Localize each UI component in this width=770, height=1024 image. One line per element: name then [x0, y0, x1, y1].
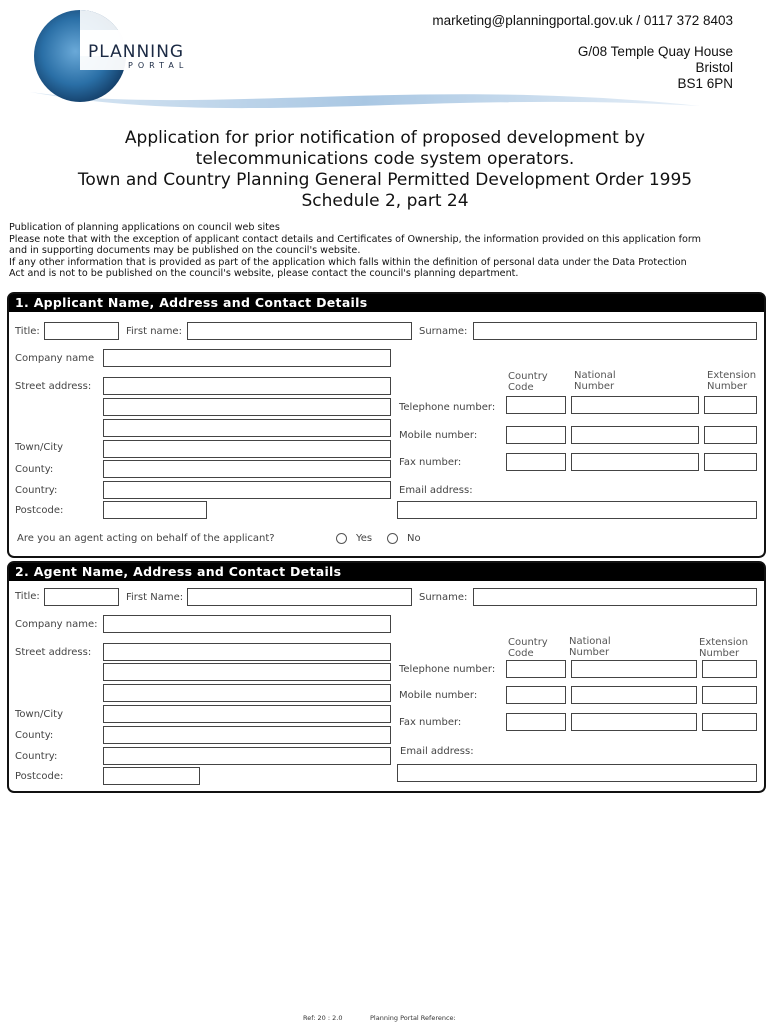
agent-fax-extension-input[interactable]: [702, 713, 757, 731]
logo-text-portal: PORTAL: [128, 61, 189, 70]
first-name-label: First name:: [126, 326, 182, 337]
country-code-header: Country Code: [508, 371, 548, 393]
agent-telephone-national-number-input[interactable]: [571, 660, 697, 678]
agent-fax-national-number-input[interactable]: [571, 713, 697, 731]
postcode-label: Postcode:: [15, 505, 64, 516]
applicant-section: [7, 292, 766, 558]
country-label: Country:: [15, 485, 58, 496]
agent-country-code-header: Country Code: [508, 637, 548, 659]
agent-mobile-label: Mobile number:: [399, 690, 478, 701]
agent-no-radio[interactable]: [387, 533, 398, 544]
swoosh-graphic: [30, 92, 700, 108]
agent-street-address-input-2[interactable]: [103, 663, 391, 681]
address-line-3: BS1 6PN: [677, 76, 733, 91]
town-city-label: Town/City: [15, 442, 64, 453]
agent-telephone-extension-input[interactable]: [702, 660, 757, 678]
notice-text-4: Act and is not to be published on the council's website, please contact the council's planning department.: [9, 268, 519, 280]
telephone-label: Telephone number:: [399, 402, 496, 413]
page-title-line-3: Town and Country Planning General Permitted Development Order 1995: [77, 170, 693, 190]
notice-text-1: Please note that with the exception of applicant contact details and Certificates of Ownership, the information provided on this application form: [9, 233, 702, 245]
surname-label: Surname:: [419, 326, 468, 337]
notice-text-3: If any other information that is provided as part of the application which falls within the definition of personal data under the Data Protection: [9, 256, 687, 268]
agent-telephone-label: Telephone number:: [399, 664, 496, 675]
agent-town-city-input[interactable]: [103, 705, 391, 723]
telephone-extension-input[interactable]: [704, 396, 757, 414]
agent-national-number-header: National Number: [569, 636, 611, 658]
logo-text-planning: PLANNING: [88, 42, 185, 62]
agent-postcode-input[interactable]: [103, 767, 200, 785]
street-address-input-3[interactable]: [103, 419, 391, 437]
agent-title-label: Title:: [15, 591, 40, 602]
agent-company-name-input[interactable]: [103, 615, 391, 633]
agent-street-address-input-1[interactable]: [103, 643, 391, 661]
agent-section-heading: 2. Agent Name, Address and Contact Details: [9, 563, 764, 581]
agent-fax-label: Fax number:: [399, 717, 462, 728]
page-title-line-4: Schedule 2, part 24: [301, 191, 469, 211]
street-address-label: Street address:: [15, 381, 92, 392]
agent-street-address-input-3[interactable]: [103, 684, 391, 702]
footer-portal-reference: Planning Portal Reference:: [370, 1014, 456, 1022]
telephone-country-code-input[interactable]: [506, 396, 566, 414]
page-title-line-1: Application for prior notification of proposed development by: [124, 128, 646, 148]
page-title-line-2: telecommunications code system operators.: [195, 149, 575, 169]
notice-text-2: and in supporting documents may be published on the council's website.: [9, 245, 361, 257]
fax-country-code-input[interactable]: [506, 453, 566, 471]
agent-surname-label: Surname:: [419, 592, 468, 603]
agent-extension-number-header: Extension Number: [699, 637, 749, 659]
agent-question: Are you an agent acting on behalf of the applicant?: [17, 533, 275, 544]
agent-no-label: No: [407, 533, 421, 544]
agent-title-input[interactable]: [44, 588, 119, 606]
telephone-national-number-input[interactable]: [571, 396, 699, 414]
title-input[interactable]: [44, 322, 119, 340]
agent-fax-country-code-input[interactable]: [506, 713, 566, 731]
applicant-section-heading: 1. Applicant Name, Address and Contact Details: [9, 294, 764, 312]
street-address-input-1[interactable]: [103, 377, 391, 395]
mobile-label: Mobile number:: [399, 430, 478, 441]
fax-extension-input[interactable]: [704, 453, 757, 471]
agent-country-label: Country:: [15, 751, 58, 762]
agent-first-name-label: First Name:: [126, 592, 184, 603]
street-address-input-2[interactable]: [103, 398, 391, 416]
national-number-header: National Number: [574, 370, 616, 392]
contact-line: marketing@planningportal.gov.uk / 0117 372 8403: [432, 13, 733, 28]
agent-company-name-label: Company name:: [15, 619, 98, 630]
email-input[interactable]: [397, 501, 757, 519]
email-label: Email address:: [399, 485, 473, 496]
agent-surname-input[interactable]: [473, 588, 757, 606]
town-city-input[interactable]: [103, 440, 391, 458]
agent-mobile-country-code-input[interactable]: [506, 686, 566, 704]
agent-country-input[interactable]: [103, 747, 391, 765]
agent-postcode-label: Postcode:: [15, 771, 64, 782]
county-input[interactable]: [103, 460, 391, 478]
agent-street-address-label: Street address:: [15, 647, 92, 658]
fax-national-number-input[interactable]: [571, 453, 699, 471]
agent-town-city-label: Town/City: [15, 709, 64, 720]
country-input[interactable]: [103, 481, 391, 499]
agent-mobile-extension-input[interactable]: [702, 686, 757, 704]
first-name-input[interactable]: [187, 322, 412, 340]
postcode-input[interactable]: [103, 501, 207, 519]
agent-section: [7, 561, 766, 793]
notice-heading: Publication of planning applications on council web sites: [9, 222, 280, 233]
agent-email-input[interactable]: [397, 764, 757, 782]
agent-email-label: Email address:: [400, 746, 474, 757]
mobile-national-number-input[interactable]: [571, 426, 699, 444]
publication-notice: [9, 222, 761, 280]
company-name-input[interactable]: [103, 349, 391, 367]
surname-input[interactable]: [473, 322, 757, 340]
title-label: Title:: [15, 326, 40, 337]
mobile-country-code-input[interactable]: [506, 426, 566, 444]
fax-label: Fax number:: [399, 457, 462, 468]
agent-yes-label: Yes: [356, 533, 373, 544]
agent-county-label: County:: [15, 730, 54, 741]
extension-number-header: Extension Number: [707, 370, 757, 392]
mobile-extension-input[interactable]: [704, 426, 757, 444]
agent-county-input[interactable]: [103, 726, 391, 744]
company-name-label: Company name: [15, 353, 95, 364]
agent-first-name-input[interactable]: [187, 588, 412, 606]
agent-mobile-national-number-input[interactable]: [571, 686, 697, 704]
footer-ref: Ref: 20 : 2.0: [303, 1014, 343, 1022]
address-line-2: Bristol: [695, 60, 733, 75]
county-label: County:: [15, 464, 54, 475]
address-line-1: G/08 Temple Quay House: [577, 44, 733, 59]
agent-yes-radio[interactable]: [336, 533, 347, 544]
agent-telephone-country-code-input[interactable]: [506, 660, 566, 678]
